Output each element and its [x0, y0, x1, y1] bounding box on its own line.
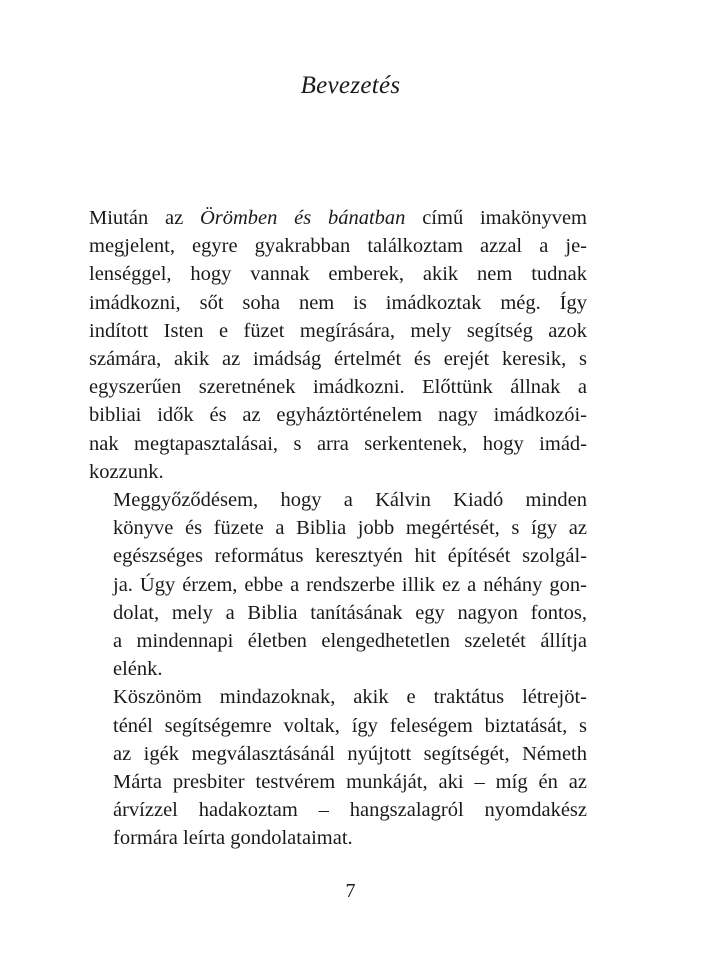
text-line	[89, 768, 587, 796]
paragraph-2	[89, 486, 587, 683]
paragraph-3	[89, 683, 587, 852]
text-line	[89, 401, 587, 429]
text-segment: egyszerűen szeretnének imádkozni. Előttünk állnak a	[89, 376, 587, 399]
text-line	[89, 204, 587, 232]
text-line	[89, 796, 587, 824]
text-line	[89, 232, 587, 260]
text-segment: árvízzel hadakoztam – hangszalagról nyomdakész	[113, 799, 587, 822]
text-segment: imádkozni, sőt soha nem is imádkoztak még. Így	[89, 291, 587, 314]
text-line	[89, 514, 587, 542]
text-line	[89, 824, 587, 852]
text-segment: Márta presbiter testvérem munkáját, aki – míg én az	[113, 771, 587, 794]
text-segment: megjelent, egyre gyakrabban találkoztam azzal a je-	[89, 235, 587, 258]
text-line	[89, 740, 587, 768]
text-segment: Miután az	[89, 207, 200, 229]
text-line	[89, 289, 587, 317]
text-segment: számára, akik az imádság értelmét és erejét keresik, s	[89, 348, 587, 371]
italic-title-text: Örömben és bánatban	[199, 207, 406, 229]
text-segment: nak megtapasztalásai, s arra serkentenek, hogy imád-	[89, 432, 587, 455]
text-segment: formára leírta gondolataimat.	[113, 827, 353, 850]
text-line	[89, 260, 587, 288]
text-segment: Köszönöm mindazoknak, akik e traktátus létrejöt-	[113, 686, 587, 709]
text-line	[89, 571, 587, 599]
text-line	[89, 712, 587, 740]
text-segment: a mindennapi életben elengedhetetlen szeletét állítja	[113, 630, 587, 653]
text-segment: kozzunk.	[89, 460, 164, 483]
text-segment: dolat, mely a Biblia tanításának egy nagyon fontos,	[113, 601, 587, 624]
text-line	[89, 345, 587, 373]
text-line	[89, 458, 587, 486]
text-segment: lenséggel, hogy vannak emberek, akik nem tudnak	[89, 263, 587, 286]
text-segment: egészséges református keresztyén hit építését szolgál-	[113, 545, 587, 568]
body-text	[89, 204, 587, 853]
text-line	[89, 542, 587, 570]
text-segment: az igék megválasztásánál nyújtott segítségét, Németh	[113, 742, 587, 765]
text-line	[89, 599, 587, 627]
page-number: 7	[345, 880, 356, 902]
text-segment: Meggyőződésem, hogy a Kálvin Kiadó minden	[113, 489, 587, 512]
text-segment: indított Isten e füzet megírására, mely segítség azok	[89, 319, 587, 342]
text-line	[89, 430, 587, 458]
text-line	[89, 683, 587, 711]
text-line	[89, 655, 587, 683]
text-segment: című imakönyvem	[405, 207, 587, 229]
paragraph-1	[89, 204, 587, 486]
text-segment: bibliai idők és az egyháztörténelem nagy imádkozói-	[89, 404, 587, 427]
chapter-heading: Bevezetés	[300, 72, 401, 99]
text-line	[89, 373, 587, 401]
text-line	[89, 627, 587, 655]
text-segment: elénk.	[113, 658, 163, 681]
text-segment: ja. Úgy érzem, ebbe a rendszerbe illik ez a néhány gon-	[113, 573, 587, 596]
text-segment: ténél segítségemre voltak, így feleségem biztatását, s	[113, 714, 587, 737]
text-segment: könyve és füzete a Biblia jobb megértését, s így az	[113, 517, 587, 540]
text-line	[89, 317, 587, 345]
text-line	[89, 486, 587, 514]
